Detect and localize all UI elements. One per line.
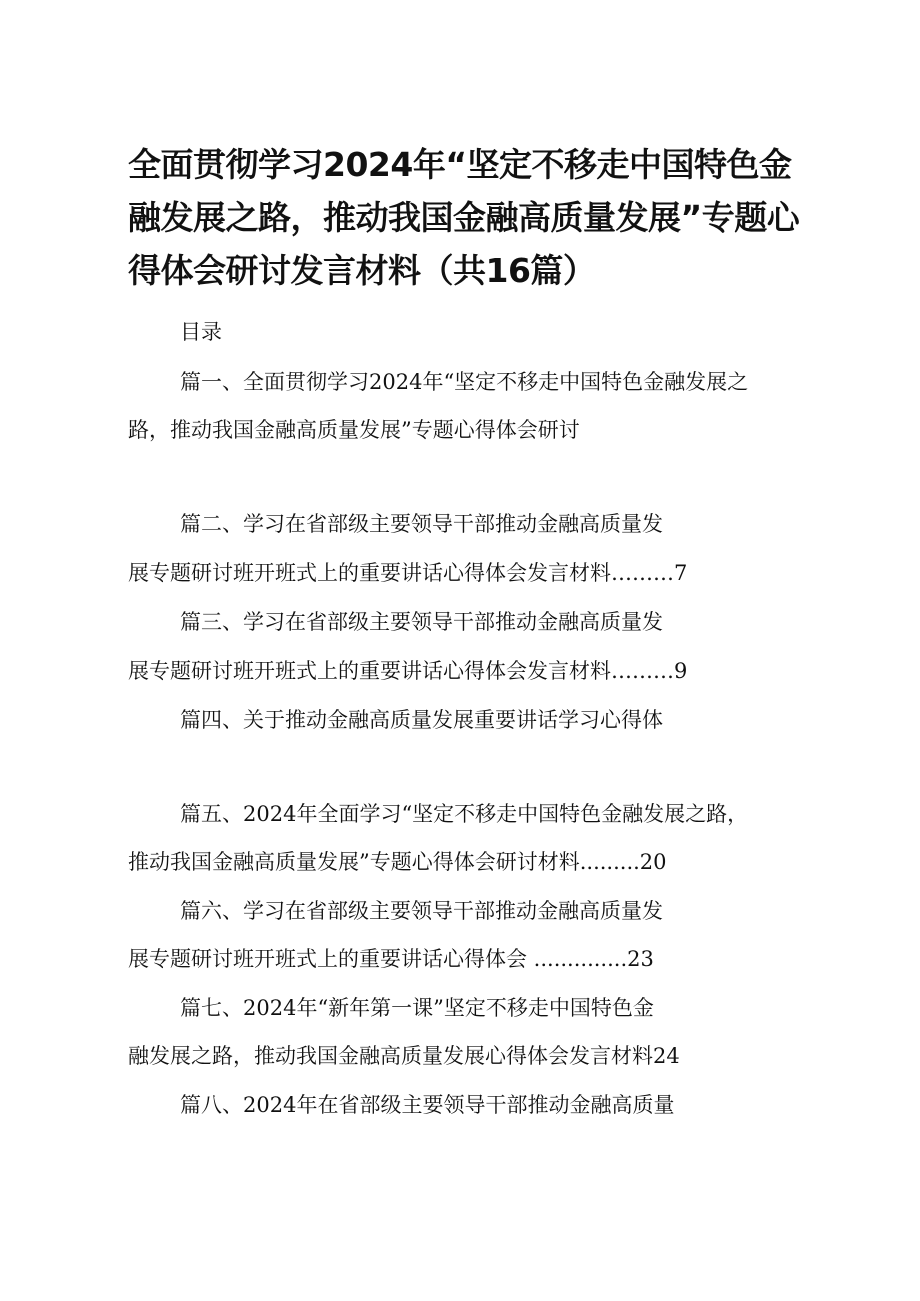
toc-entry-2-line1[interactable]: 篇二、学习在省部级主要领导干部推动金融高质量发 [180,512,663,536]
toc-entry-7-line2[interactable]: 融发展之路，推动我国金融高质量发展心得体会发言材料24 [128,1044,680,1068]
toc-entry-8-line1[interactable]: 篇八、2024年在省部级主要领导干部推动金融高质量 [180,1093,675,1117]
toc-entry-6-line2[interactable]: 展专题研讨班开班式上的重要讲话心得体会 ..............23 [128,947,654,971]
toc-entry-4-line1[interactable]: 篇四、关于推动金融高质量发展重要讲话学习心得体 [180,708,663,732]
toc-entry-2-line2[interactable]: 展专题研讨班开班式上的重要讲话心得体会发言材料………7 [128,561,688,585]
toc-heading: 目录 [180,320,222,344]
toc-entry-5-line1[interactable]: 篇五、2024年全面学习“坚定不移走中国特色金融发展之路， [180,802,749,826]
toc-entry-6-line1[interactable]: 篇六、学习在省部级主要领导干部推动金融高质量发 [180,899,663,923]
toc-entry-7-line1[interactable]: 篇七、2024年“新年第一课”坚定不移走中国特色金 [180,996,654,1020]
toc-entry-1-line2[interactable]: 路，推动我国金融高质量发展”专题心得体会研讨 [128,418,580,442]
title-line: 全面贯彻学习2024年“坚定不移走中国特色金 [128,145,792,184]
toc-entry-5-line2[interactable]: 推动我国金融高质量发展”专题心得体会研讨材料.........20 [128,850,667,874]
toc-entry-3-line1[interactable]: 篇三、学习在省部级主要领导干部推动金融高质量发 [180,610,663,634]
title-line: 融发展之路，推动我国金融高质量发展”专题心 [128,198,800,237]
title-line: 得体会研讨发言材料（共16篇） [128,251,596,290]
toc-entry-3-line2[interactable]: 展专题研讨班开班式上的重要讲话心得体会发言材料………9 [128,659,688,683]
document-title [128,138,808,297]
toc-entry-1-line1[interactable]: 篇一、全面贯彻学习2024年“坚定不移走中国特色金融发展之 [180,370,749,394]
